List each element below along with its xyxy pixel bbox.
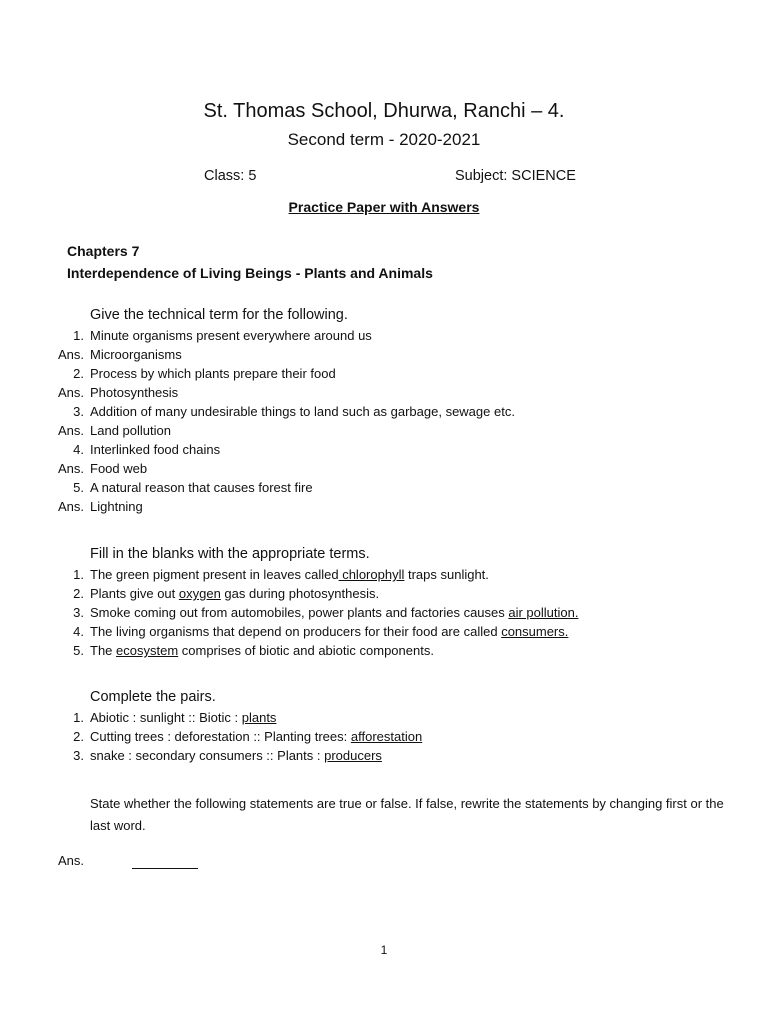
answer-label: Ans. <box>57 461 84 476</box>
school-name: St. Thomas School, Dhurwa, Ranchi – 4. <box>203 100 565 122</box>
text-after: traps sunlight. <box>404 567 489 582</box>
question-text <box>90 710 276 725</box>
chapter-title: Interdependence of Living Beings - Plants and Animals <box>67 265 433 281</box>
question-text <box>90 748 382 763</box>
blank-answer: consumers. <box>501 624 569 639</box>
blank-answer: ecosystem <box>116 643 179 658</box>
question-number: 1. <box>73 328 84 343</box>
blank-answer: air pollution. <box>508 605 579 620</box>
page-number: 1 <box>380 943 388 957</box>
text-before: The living organisms that depend on producers for their food are called <box>90 624 502 639</box>
text-before: The green pigment present in leaves called <box>90 567 339 582</box>
class-label: Class: 5 <box>204 168 257 184</box>
question-number: 1. <box>73 567 84 582</box>
question-number: 2. <box>73 729 84 744</box>
text-before: Smoke coming out from automobiles, power plants and factories causes <box>90 605 509 620</box>
question-number: 2. <box>73 366 84 381</box>
section2-heading: Fill in the blanks with the appropriate terms. <box>90 546 370 562</box>
subject-label: Subject: SCIENCE <box>455 168 576 184</box>
text-before: Plants give out <box>90 586 179 601</box>
answer-label: Ans. <box>58 853 85 868</box>
true-false-instruction: State whether the following statements are true or false. If false, rewrite the statements by changing first or the last word. <box>90 796 724 833</box>
question-text <box>90 586 379 601</box>
question-text: Interlinked food chains <box>90 442 221 457</box>
answer-text: Food web <box>90 461 148 476</box>
question-text <box>90 729 422 744</box>
question-number: 5. <box>73 643 84 658</box>
question-text <box>90 605 578 620</box>
answer-blank-line <box>132 867 198 869</box>
answer-text: Land pollution <box>90 423 171 438</box>
answer-text: Photosynthesis <box>90 385 179 400</box>
answer-text: Microorganisms <box>90 347 182 362</box>
question-number: 3. <box>73 748 84 763</box>
answer-label: Ans. <box>57 423 84 438</box>
paper-title <box>0 199 768 215</box>
text-before: The <box>90 643 117 658</box>
chapter-number: Chapters 7 <box>67 243 140 259</box>
question-number: 3. <box>73 404 84 419</box>
question-text: Addition of many undesirable things to land such as garbage, sewage etc. <box>90 404 515 419</box>
pair-answer: afforestation <box>350 729 423 744</box>
question-text <box>90 567 489 582</box>
text-before: Abiotic : sunlight :: Biotic : <box>90 710 242 725</box>
question-number: 4. <box>73 442 84 457</box>
text-after: comprises of biotic and abiotic components. <box>178 643 434 658</box>
question-number: 1. <box>73 710 84 725</box>
answer-label: Ans. <box>57 347 84 362</box>
answer-label: Ans. <box>57 385 84 400</box>
answer-label: Ans. <box>57 499 84 514</box>
question-number: 4. <box>73 624 84 639</box>
text-before: snake : secondary consumers :: Plants : <box>90 748 325 763</box>
pair-answer: plants <box>241 710 277 725</box>
blank-answer: chlorophyll <box>338 567 405 582</box>
question-number: 3. <box>73 605 84 620</box>
section1-heading: Give the technical term for the following. <box>90 307 348 323</box>
section3-heading: Complete the pairs. <box>90 689 216 705</box>
term-title: Second term - 2020-2021 <box>287 130 481 149</box>
question-text: Minute organisms present everywhere around us <box>90 328 372 343</box>
question-text: A natural reason that causes forest fire <box>90 480 313 495</box>
question-text <box>90 624 568 639</box>
text-before: Cutting trees : deforestation :: Planting trees: <box>90 729 351 744</box>
question-number: 5. <box>73 480 84 495</box>
question-text <box>90 643 434 658</box>
paper-title-text: Practice Paper with Answers <box>288 199 480 215</box>
blank-answer: oxygen <box>178 586 221 601</box>
question-text: Process by which plants prepare their food <box>90 366 336 381</box>
text-after: gas during photosynthesis. <box>220 586 380 601</box>
answer-text: Lightning <box>90 499 143 514</box>
pair-answer: producers <box>324 748 382 763</box>
question-number: 2. <box>73 586 84 601</box>
